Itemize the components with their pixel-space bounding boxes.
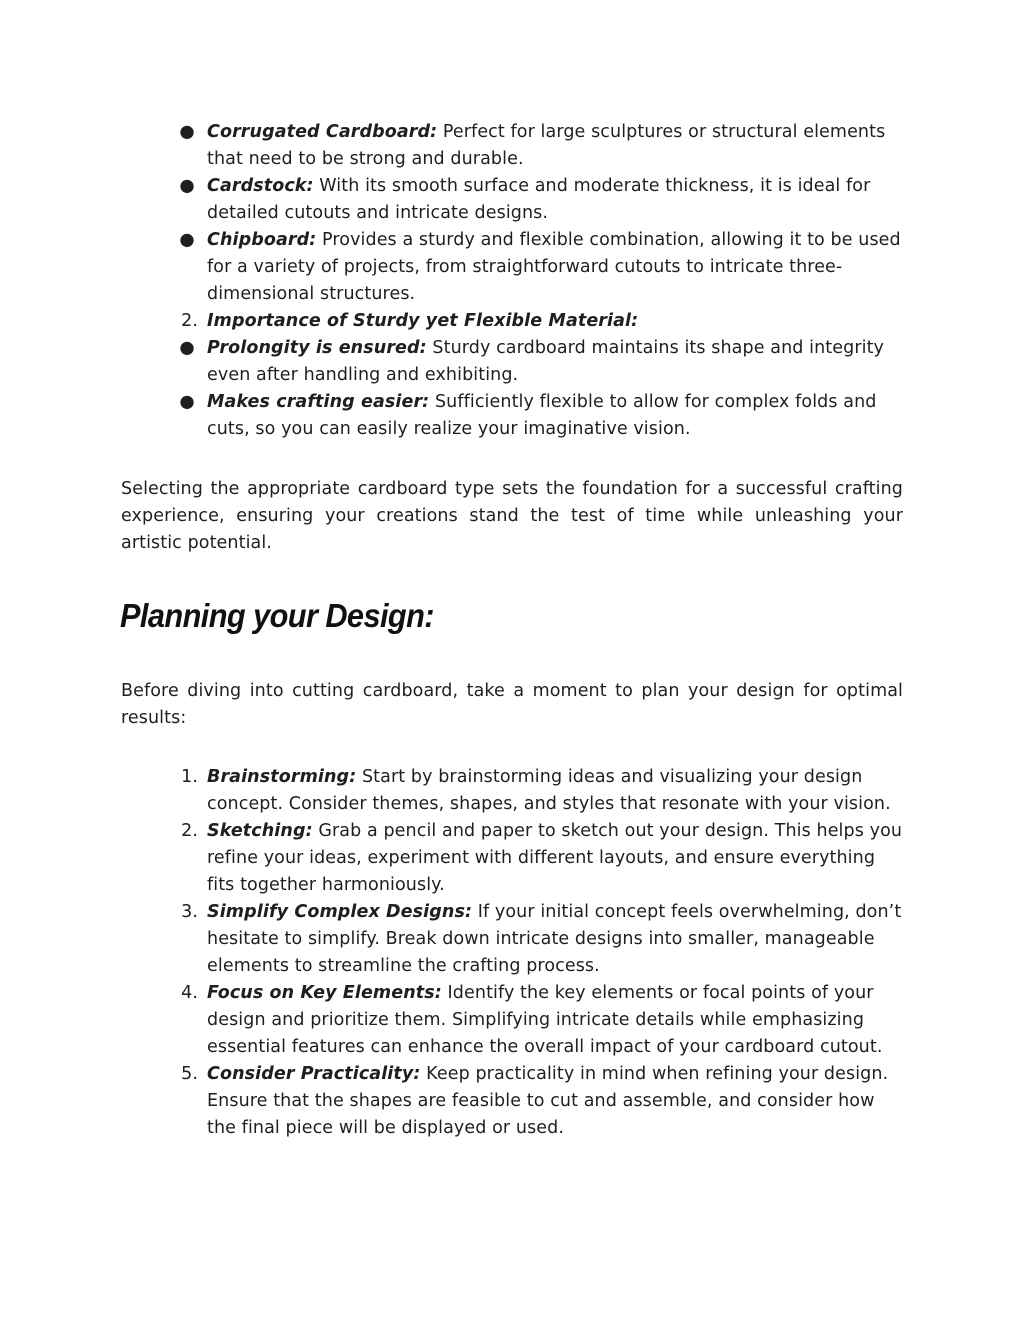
item-text: Sturdy cardboard maintains its shape and integrity even after handling and exhibiting. <box>207 338 884 385</box>
list-item-corrugated-cardboard <box>0 119 903 173</box>
paragraph-cardboard-summary: Selecting the appropriate cardboard type sets the foundation for a successful crafting experience, ensuring your creations stand the test of time while unleashing your artistic potential. <box>121 479 903 553</box>
item-title: Importance of Sturdy yet Flexible Material: <box>207 311 639 331</box>
list-item-chipboard <box>0 227 903 308</box>
number-marker: 1. <box>181 767 198 787</box>
list-item-sketching <box>0 818 903 899</box>
cardboard-types-list <box>0 119 1024 443</box>
item-title: Prolongity is ensured: <box>207 338 427 358</box>
item-text: Keep practicality in mind when refining your design. Ensure that the shapes are feasible to cut and assemble, and consider how the final piece will be displayed or used. <box>207 1064 889 1138</box>
item-title: Consider Practicality: <box>207 1064 421 1084</box>
number-marker: 2. <box>181 311 198 331</box>
item-title: Focus on Key Elements: <box>207 983 442 1003</box>
item-text: Sufficiently flexible to allow for complex folds and cuts, so you can easily realize your imaginative vision. <box>207 392 877 439</box>
item-text: Start by brainstorming ideas and visualizing your design concept. Consider themes, shapes, and styles that resonate with your vision. <box>207 767 891 814</box>
planning-steps-list <box>0 764 1024 1142</box>
section-heading: Planning your Design: <box>120 597 434 634</box>
item-text: Perfect for large sculptures or structural elements that need to be strong and durable. <box>207 122 886 169</box>
bullet-marker: ● <box>179 338 195 358</box>
item-text: Provides a sturdy and flexible combination, allowing it to be used for a variety of projects, from straightforward cutouts to intricate three-dimensional structures. <box>207 230 901 304</box>
item-text: With its smooth surface and moderate thickness, it is ideal for detailed cutouts and intricate designs. <box>207 176 871 223</box>
number-marker: 3. <box>181 902 198 922</box>
bullet-marker: ● <box>179 392 195 412</box>
list-item-crafting-easier <box>0 389 903 443</box>
list-item-brainstorming <box>0 764 903 818</box>
item-title: Cardstock: <box>207 176 314 196</box>
item-title: Simplify Complex Designs: <box>207 902 473 922</box>
bullet-marker: ● <box>179 122 195 142</box>
list-item-cardstock <box>0 173 903 227</box>
number-marker: 4. <box>181 983 198 1003</box>
item-text: Grab a pencil and paper to sketch out your design. This helps you refine your ideas, experiment with different layouts, and ensure everything fits together harmoniously. <box>207 821 903 895</box>
item-title: Brainstorming: <box>207 767 357 787</box>
item-text: If your initial concept feels overwhelming, don’t hesitate to simplify. Break down intricate designs into smaller, manageable elements to streamline the crafting process. <box>207 902 902 976</box>
item-text: Identify the key elements or focal points of your design and prioritize them. Simplifying intricate details while emphasizing essential features can enhance the overall impact of your cardboard cutout. <box>207 983 883 1057</box>
bullet-marker: ● <box>179 176 195 196</box>
number-marker: 2. <box>181 821 198 841</box>
list-item-simplify-designs <box>0 899 903 980</box>
item-title: Corrugated Cardboard: <box>207 122 438 142</box>
item-title: Sketching: <box>207 821 313 841</box>
list-item-focus-key-elements <box>0 980 903 1061</box>
item-title: Chipboard: <box>207 230 317 250</box>
list-item-prolongity <box>0 335 903 389</box>
bullet-marker: ● <box>179 230 195 250</box>
list-item-importance-of-material <box>0 308 903 335</box>
list-item-consider-practicality <box>0 1061 903 1142</box>
number-marker: 5. <box>181 1064 198 1084</box>
item-title: Makes crafting easier: <box>207 392 430 412</box>
paragraph-planning-intro: Before diving into cutting cardboard, take a moment to plan your design for optimal results: <box>121 681 903 728</box>
